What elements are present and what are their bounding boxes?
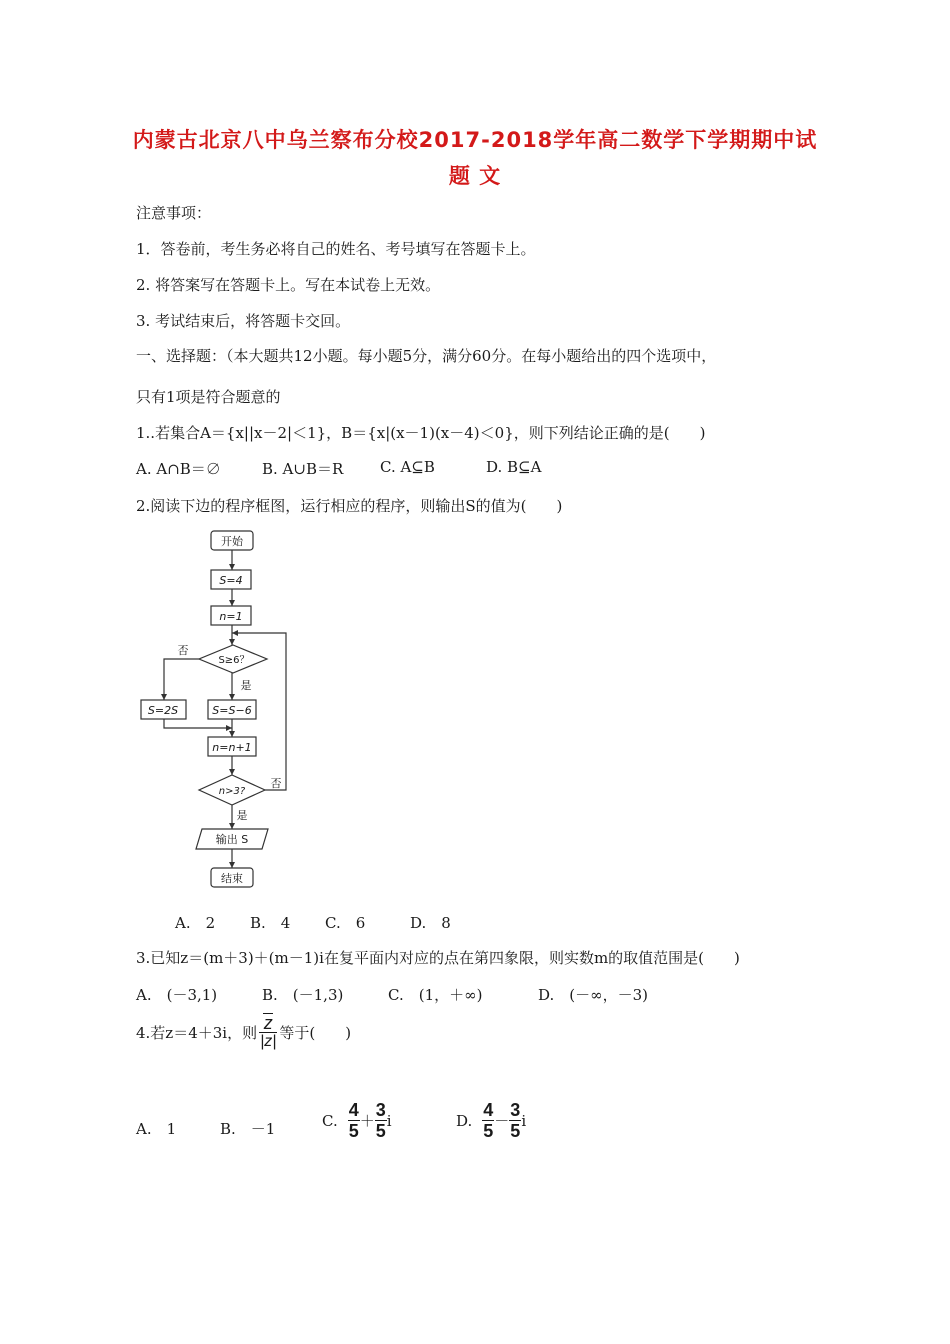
doc-title-line2: 题 文 (448, 164, 502, 188)
q4-option-c-frac2-den: 5 (375, 1121, 386, 1141)
q4-stem-post: 等于( ) (279, 1023, 352, 1042)
flow-start-label: 开始 (221, 535, 243, 548)
q4-option-c-frac2-num: 3 (375, 1100, 386, 1120)
q4-option-d-imag: i (521, 1111, 527, 1130)
q1-option-b: B. A∪B＝R (262, 460, 344, 478)
q4-fraction (259, 1013, 277, 1051)
q4-option-a: A. 1 (136, 1120, 177, 1138)
q2-option-a: A. 2 (175, 914, 216, 932)
flow-output-label: 输出 S (215, 833, 249, 846)
q4-option-d (456, 1100, 526, 1141)
q4-option-d-frac2-den: 5 (510, 1121, 521, 1141)
note-item-3: 3. 考试结束后，将答题卡交回。 (136, 312, 351, 330)
q4-option-d-frac1 (482, 1100, 494, 1141)
q3-option-b: B. (－1,3) (262, 986, 344, 1004)
flow-cond2-label: n>3? (218, 786, 246, 797)
q1-option-c: C. A⊆B (380, 458, 435, 476)
flow-no2-label: 否 (270, 777, 282, 790)
q4-stem (136, 1013, 351, 1051)
q3-stem: 3.已知z＝(m＋3)＋(m－1)i在复平面内对应的点在第四象限，则实数m的取值范围是( ) (136, 949, 740, 967)
doc-title-line1: 内蒙古北京八中乌兰察布分校2017-2018学年高二数学下学期期中试 (132, 128, 818, 152)
q4-option-d-operator: － (494, 1112, 510, 1130)
q4-option-b: B. －1 (220, 1120, 276, 1138)
q4-option-c-frac2 (375, 1100, 387, 1141)
section1-intro-line2: 只有1项是符合题意的 (136, 388, 281, 406)
q3-option-a: A. (－3,1) (136, 986, 218, 1004)
flow-yes1-label: 是 (240, 679, 252, 692)
q4-fraction-denominator: |z| (260, 1033, 277, 1050)
flow-s-init-label: S=4 (219, 574, 243, 587)
flow-inc-label: n=n+1 (212, 741, 252, 754)
q4-option-d-frac2-num: 3 (510, 1100, 521, 1120)
q1-option-d: D. B⊆A (486, 458, 542, 476)
q2-option-b: B. 4 (250, 914, 291, 932)
q4-option-c-operator: ＋ (359, 1112, 375, 1130)
q4-option-d-frac1-den: 5 (483, 1121, 494, 1141)
flow-double-label: S=2S (147, 704, 179, 717)
q1-stem: 1..若集合A＝{x||x－2|＜1}，B＝{x|(x－1)(x－4)＜0}，则下列结论正确的是( ) (136, 424, 706, 442)
q4-option-d-label: D. (456, 1111, 473, 1130)
q2-option-d: D. 8 (410, 914, 451, 932)
q4-option-c-label: C. (322, 1111, 338, 1130)
note-item-1: 1．答卷前，考生务必将自己的姓名、考号填写在答题卡上。 (136, 240, 536, 258)
flow-cond1-label: S≥6？ (218, 655, 250, 666)
notes-heading: 注意事项： (136, 204, 212, 222)
flow-n-init-label: n=1 (219, 610, 243, 623)
q3-option-c: C. (1，＋∞) (388, 986, 483, 1004)
q4-stem-pre: 4.若z＝4＋3i，则 (136, 1023, 258, 1042)
q2-option-c: C. 6 (325, 914, 366, 932)
q4-option-c-imag: i (386, 1111, 392, 1130)
flow-yes2-label: 是 (236, 809, 248, 822)
flow-minus-label: S=S−6 (212, 704, 252, 717)
q4-option-d-frac1-num: 4 (483, 1100, 494, 1120)
q4-option-c-frac1-num: 4 (348, 1100, 359, 1120)
flow-end-label: 结束 (221, 872, 243, 885)
q4-option-c-frac1 (348, 1100, 360, 1141)
q2-stem: 2.阅读下边的程序框图，运行相应的程序，则输出S的值为( ) (136, 497, 563, 515)
q1-option-a: A. A∩B＝∅ (136, 460, 221, 478)
q4-option-c (322, 1100, 392, 1141)
note-item-2: 2. 将答案写在答题卡上。写在本试卷上无效。 (136, 276, 441, 294)
q4-option-d-frac2 (509, 1100, 521, 1141)
section1-intro-line1: 一、选择题：（本大题共12小题。每小题5分，满分60分。在每小题给出的四个选项中， (136, 347, 717, 365)
q4-fraction-numerator: z (259, 1014, 277, 1033)
q4-option-c-frac1-den: 5 (348, 1121, 359, 1141)
q2-flowchart (120, 522, 300, 892)
flow-no1-label: 否 (177, 644, 189, 657)
q3-option-d: D. (－∞，－3) (538, 986, 649, 1004)
